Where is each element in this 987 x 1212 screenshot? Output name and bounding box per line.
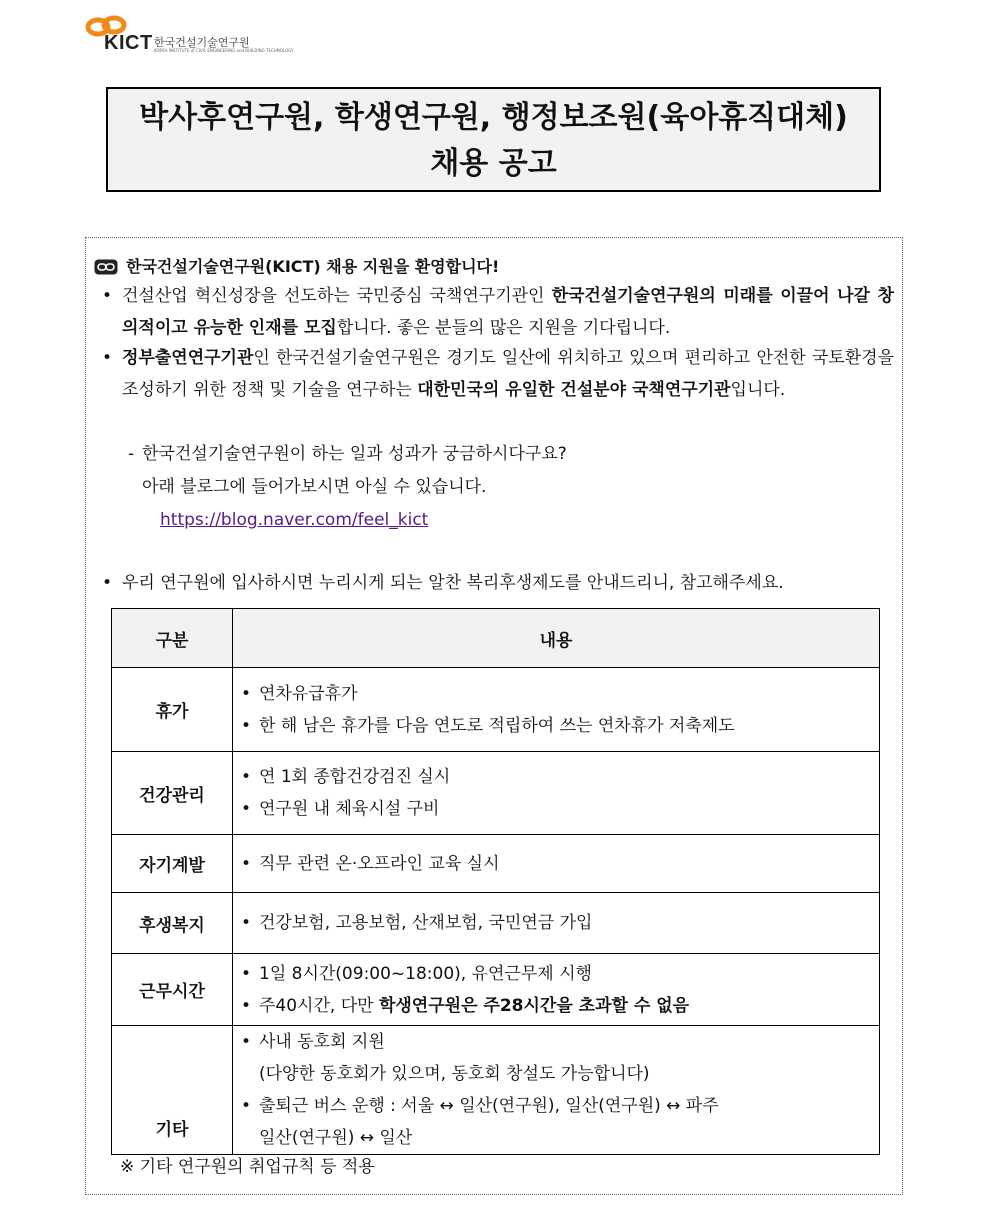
chain-link-icon [94,259,118,275]
row-item: 출퇴근 버스 운행 : 서울 ↔ 일산(연구원), 일산(연구원) ↔ 파주 [259,1096,719,1116]
content-box [85,237,903,1195]
p1-text-c: 합니다. 좋은 분들의 많은 지원을 기다립니다. [336,318,671,338]
sub2-text: 아래 블로그에 들어가보시면 아실 수 있습니다. [142,477,487,497]
blog-link[interactable]: https://blog.naver.com/feel_kict [160,510,429,530]
row-item: 연 1회 종합건강검진 실시 [259,767,451,787]
row-category: 자기계발 [112,835,233,893]
row-item: 사내 동호회 지원 [259,1032,385,1052]
logo-text: KICT [104,32,153,54]
table-header-row [112,609,880,668]
intro-heading [94,254,499,277]
row-item-continuation: 일산(연구원) ↔ 일산 [259,1128,413,1148]
row-item: 연차유급휴가 [259,683,358,704]
intro-paragraph-1 [102,280,894,344]
dash: - [128,444,135,464]
benefits-table [111,608,880,1155]
p3-text: 우리 연구원에 입사하시면 누리시게 되는 알찬 복리후생제도를 안내드리니, 참고해주세요. [122,573,784,593]
row-item-text: 주40시간, 다만 [259,995,379,1016]
row-content: • 연차유급휴가 • 한 해 남은 휴가를 다음 연도로 적립하여 쓰는 연차휴가 저축제도 [233,668,880,752]
intro-sub-2 [142,471,486,503]
sub1-text: 한국건설기술연구원이 하는 일과 성과가 궁금하시다구요? [142,444,567,464]
intro-paragraph-2 [102,342,894,406]
intro-paragraph-3 [102,567,894,599]
row-item: 1일 8시간(09:00~18:00), 유연근무제 시행 [259,963,592,984]
row-category: 휴가 [112,668,233,752]
table-row [112,668,880,752]
p2-text-d: 입니다. [730,380,786,400]
title-line1: 박사후연구원, 학생연구원, 행정보조원(육아휴직대체) [139,100,848,135]
logo-org-name-en: KOREA INSTITUTE of CIVIL ENGINEERING and BUILDING TECHNOLOGY [154,48,294,53]
title-line2: 채용 공고 [430,146,557,181]
row-item: 한 해 남은 휴가를 다음 연도로 적립하여 쓰는 연차휴가 저축제도 [259,715,735,736]
bullet: • [102,348,113,368]
table-row [112,835,880,893]
intro-sub-1 [128,438,567,470]
footnote: ※ 기타 연구원의 취업규칙 등 적용 [120,1157,375,1177]
header-category: 구분 [112,609,233,668]
table-row [112,1026,880,1155]
row-content: • 건강보험, 고용보험, 산재보험, 국민연금 가입 [233,893,880,954]
row-content: • 직무 관련 온·오프라인 교육 실시 [233,835,880,893]
table-row [112,893,880,954]
table-row [112,752,880,835]
logo-org-name: 한국건설기술연구원 [154,36,250,49]
table-row [112,954,880,1026]
row-item: 건강보험, 고용보험, 산재보험, 국민연금 가입 [259,913,593,933]
row-item: 연구원 내 체육시설 구비 [259,799,440,819]
p2-text-bold-c: 대한민국의 유일한 건설분야 국책연구기관 [417,380,731,400]
row-item-bold: 학생연구원은 주28시간을 초과할 수 없음 [378,995,690,1016]
row-item: 직무 관련 온·오프라인 교육 실시 [259,853,500,874]
row-content: • 연 1회 종합건강검진 실시 • 연구원 내 체육시설 구비 [233,752,880,835]
row-item-continuation: (다양한 동호회가 있으며, 동호회 창설도 가능합니다) [259,1064,650,1084]
p1-text-bold: 한국건설기술연구원의 미래를 이끌어 나갈 창의적이고 유능한 인재를 모집 [122,286,894,338]
bullet: • [102,573,113,593]
row-category: 건강관리 [112,752,233,835]
row-category: 후생복지 [112,893,233,954]
p1-text-a: 건설산업 혁신성장을 선도하는 국민중심 국책연구기관인 [122,286,552,306]
row-category: 기타 [112,1026,233,1155]
bullet: • [102,286,113,306]
row-category: 근무시간 [112,954,233,1026]
row-content: • 사내 동호회 지원 (다양한 동호회가 있으며, 동호회 창설도 가능합니다) • 출퇴근 버스 운행 : 서울 ↔ 일산(연구원), 일산(연구원) ↔ 파주 일산(연구원) ↔ 일산 [233,1026,880,1155]
header-content: 내용 [233,609,880,668]
intro-heading-text: 한국건설기술연구원(KICT) 채용 지원을 환영합니다! [126,257,500,276]
p2-text-b: 인 한국건설기술연구원은 경기도 일산에 위치하고 있으며 편리하고 안전한 국토환경을 조성하기 위한 정책 및 기술을 연구하는 [122,348,894,400]
row-content: • 1일 8시간(09:00~18:00), 유연근무제 시행 • 주40시간, 다만 학생연구원은 주28시간을 초과할 수 없음 [233,954,880,1026]
p2-text-bold-a: 정부출연연구기관 [122,348,254,368]
title-box [106,87,881,192]
